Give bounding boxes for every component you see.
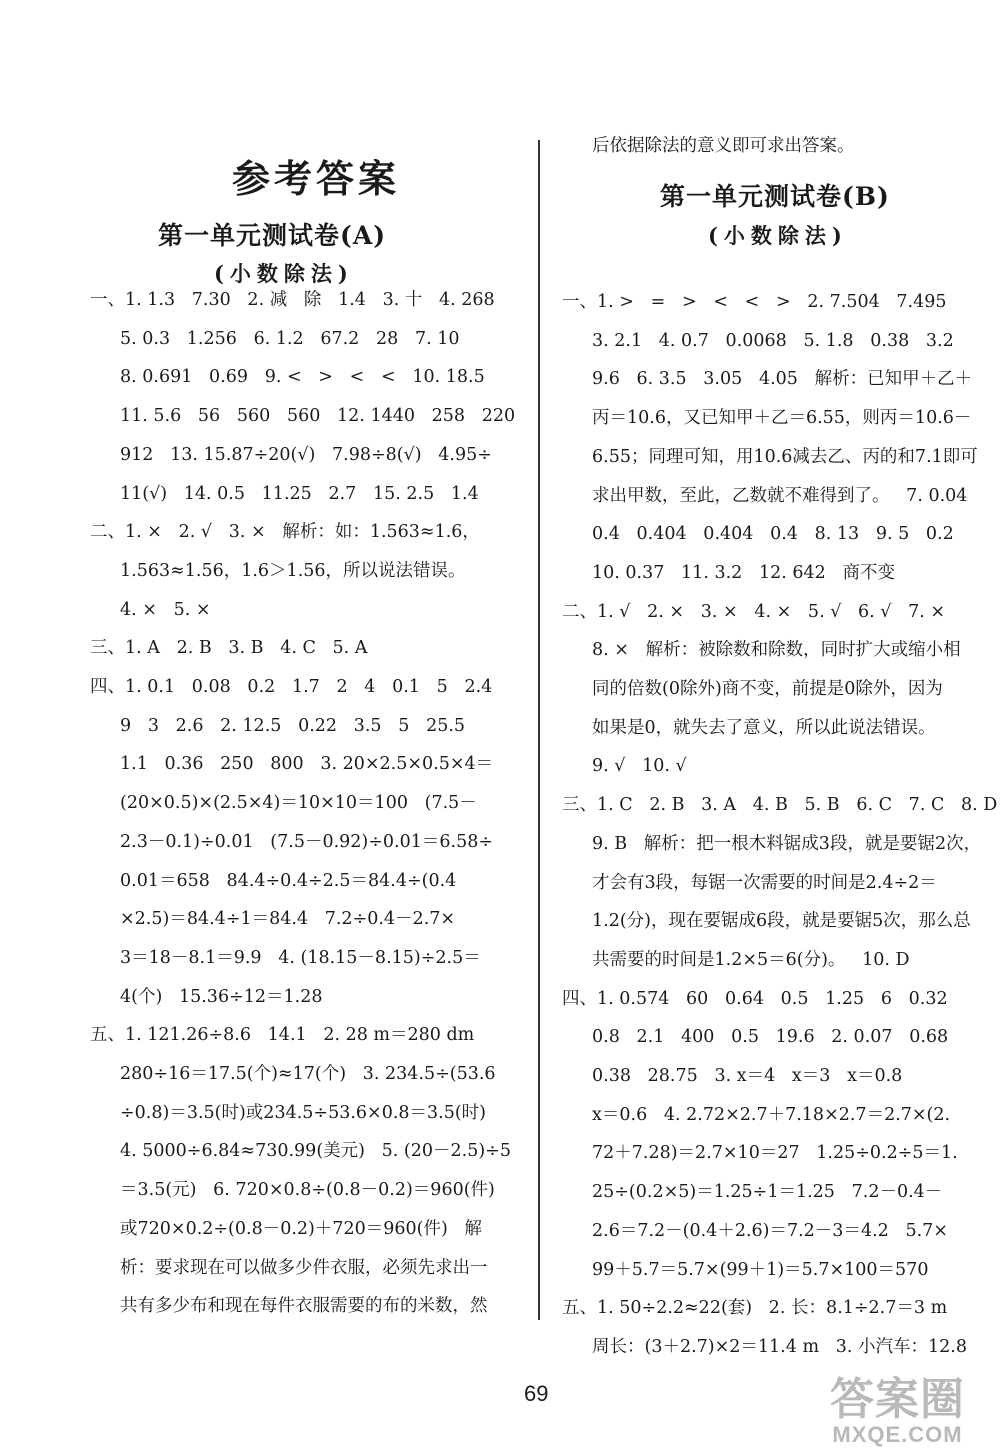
answer-line: 或720×0.2÷(0.8－0.2)＋720＝960(件) 解 [120,1218,483,1239]
answer-line: 析：要求现在可以做多少件衣服，必须先求出一 [120,1257,488,1278]
answer-line: 一、1. > = > < < > 2. 7.504 7.495 [562,292,947,312]
answer-line: x＝0.6 4. 2.72×2.7＋7.18×2.7＝2.7×(2. [592,1104,951,1125]
answer-line: 1.563≈1.56，1.6＞1.56，所以说法错误。 [120,560,466,581]
watermark-logo [830,1375,965,1447]
answer-line: 11. 5.6 56 560 560 12. 1440 258 220 [120,406,516,427]
answer-line: 0.38 28.75 3. x＝4 x＝3 x＝0.8 [592,1066,903,1086]
answer-line: 72＋7.28)＝2.7×10＝27 1.25÷0.2÷5＝1. [592,1143,958,1164]
watermark-main: 答案圈 [830,1375,965,1424]
answer-line: 三、1. C 2. B 3. A 4. B 5. B 6. C 7. C 8. D [562,795,998,816]
answer-line: 4. × 5. × [120,599,211,620]
answer-line: 五、1. 50÷2.2≈22(套) 2. 长：8.1÷2.7＝3 m [562,1298,948,1319]
answer-line: 0.8 2.1 400 0.5 19.6 2. 0.07 0.68 [592,1027,949,1048]
section-a-title: 第一单元测试卷(A) [158,221,387,250]
answer-line: 9.6 6. 3.5 3.05 4.05 解析：已知甲＋乙＋ [592,369,973,390]
answer-line: 6.55；同理可知，用10.6减去乙、丙的和7.1即可 [592,446,978,467]
answer-line: 共需要的时间是1.2×5＝6(分)。 10. D [592,949,910,970]
page-number: 69 [524,1381,549,1406]
answer-line: 9 3 2.6 2. 12.5 0.22 3.5 5 25.5 [120,715,466,736]
answer-line: ×2.5)＝84.4÷1＝84.4 7.2÷0.4－2.7× [120,909,456,930]
answer-line: 同的倍数(0除外)商不变，前提是0除外，因为 [592,679,943,699]
answer-line: 才会有3段，每锯一次需要的时间是2.4÷2＝ [592,872,937,893]
answer-line: 二、1. √ 2. × 3. × 4. × 5. √ 6. √ 7. × [562,601,946,622]
answer-line: 99＋5.7＝5.7×(99＋1)＝5.7×100＝570 [592,1259,929,1280]
answer-line: 2.6＝7.2－(0.4＋2.6)＝7.2－3＝4.2 5.7× [592,1220,948,1241]
answer-line: 10. 0.37 11. 3.2 12. 642 商不变 [592,562,895,583]
answer-line: 9. √ 10. √ [592,756,687,777]
page-title: 参考答案 [232,156,401,201]
section-a-continuation: 后依据除法的意义即可求出答案。 [592,136,855,156]
answer-line: 四、1. 0.1 0.08 0.2 1.7 2 4 0.1 5 2.4 [90,677,493,697]
answer-line: 0.4 0.404 0.404 0.4 8. 13 9. 5 0.2 [592,524,954,545]
answer-line: ＝3.5(元) 6. 720×0.8÷(0.8－0.2)＝960(件) [120,1180,495,1201]
answer-line: 4. 5000÷6.84≈730.99(美元) 5. (20－2.5)÷5 [120,1141,511,1162]
answer-line: 五、1. 121.26÷8.6 14.1 2. 28 m＝280 dm [90,1025,475,1046]
section-b-title: 第一单元测试卷(B) [660,182,890,211]
watermark-url: MXQE.COM [832,1422,963,1447]
answer-line: (20×0.5)×(2.5×4)＝10×10＝100 (7.5－ [120,793,477,814]
answer-line: 3. 2.1 4. 0.7 0.0068 5. 1.8 0.38 3.2 [592,330,954,351]
answer-line: 四、1. 0.574 60 0.64 0.5 1.25 6 0.32 [562,988,948,1009]
answer-line: 4(个) 15.36÷12＝1.28 [120,986,323,1007]
answer-line: 5. 0.3 1.256 6. 1.2 67.2 28 7. 10 [120,328,460,349]
answer-line: 912 13. 15.87÷20(√) 7.98÷8(√) 4.95÷ [120,444,492,465]
answer-line: ÷0.8)＝3.5(时)或234.5÷53.6×0.8＝3.5(时) [120,1102,487,1123]
answer-line: 丙＝10.6，又已知甲＋乙＝6.55，则丙＝10.6－ [592,408,972,429]
answer-line: 1.2(分)，现在要锯成6段，就是要锯5次，那么总 [592,911,971,932]
section-b-subtitle: (小数除法) [708,223,848,248]
answer-line: 2.3－0.1)÷0.01 (7.5－0.92)÷0.01＝6.58÷ [120,831,494,852]
answer-line: 共有多少布和现在每件衣服需要的布的米数，然 [120,1296,488,1317]
answer-line: 8. × 解析：被除数和除数，同时扩大或缩小相 [592,640,961,661]
answer-line: 求出甲数，至此，乙数就不难得到了。 7. 0.04 [592,485,968,506]
answer-line: 一、1. 1.3 7.30 2. 减 除 1.4 3. 十 4. 268 [90,290,495,310]
answer-line: 25÷(0.2×5)＝1.25÷1＝1.25 7.2－0.4－ [592,1182,943,1203]
answer-line: 三、1. A 2. B 3. B 4. C 5. A [90,638,368,659]
answer-line: 280÷16＝17.5(个)≈17(个) 3. 234.5÷(53.6 [120,1064,496,1084]
answer-line: 如果是0，就失去了意义，所以此说法错误。 [592,717,936,738]
answer-line: 周长：(3＋2.7)×2＝11.4 m 3. 小汽车：12.8 [592,1336,967,1357]
answer-line: 8. 0.691 0.69 9. < > < < 10. 18.5 [120,367,485,388]
answer-line: 1.1 0.36 250 800 3. 20×2.5×0.5×4＝ [120,754,494,775]
answer-line: 11(√) 14. 0.5 11.25 2.7 15. 2.5 1.4 [120,483,479,504]
answer-line: 9. B 解析：把一根木料锯成3段，就是要锯2次， [592,833,982,854]
answer-line: 二、1. × 2. √ 3. × 解析：如：1.563≈1.6， [90,522,480,543]
answer-line: 0.01＝658 84.4÷0.4÷2.5＝84.4÷(0.4 [120,870,457,891]
answer-line: 3＝18－8.1＝9.9 4. (18.15－8.15)÷2.5＝ [120,947,481,968]
section-a-subtitle: (小数除法) [214,261,354,286]
column-divider [538,140,540,1320]
